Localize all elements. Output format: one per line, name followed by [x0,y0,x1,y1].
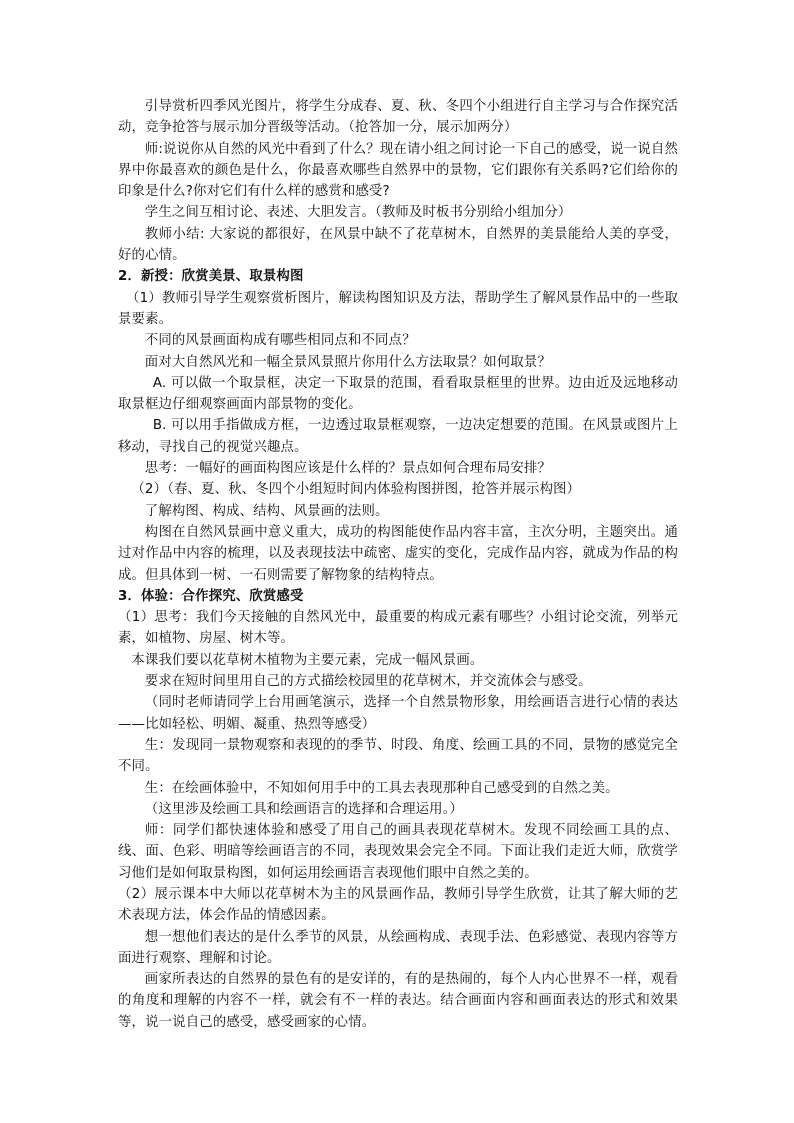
paragraph-painter-expression: 画家所表达的自然界的景色有的是安详的，有的是热闹的，每个人内心世界不一样，观看的角度和理解的内容不一样，就会有不一样的表达。结合画面内容和画面表达的形式和效果等，说一说自己的感受，感受画家的心情。 [118,972,678,1030]
paragraph-think-elements: （1）思考：我们今天接触的自然风光中，最重要的构成元素有哪些？小组讨论交流，列举元素，如植物、房屋、树木等。 [118,610,678,647]
paragraph-question-framing: 面对大自然风光和一幅全景风景照片你用什么方法取景？如何取景？ [144,354,552,370]
paragraph-teacher-question: 师:说说你从自然的风光中看到了什么？现在请小组之间讨论一下自己的感受，说一说自然界中你最喜欢的颜色是什么，你最喜欢哪些自然界中的景物，它们跟你有关系吗?它们给你的印象是什么?你对它们有什么样的感赏和感受? [118,141,678,200]
paragraph-show-masterpieces: （2）展示课本中大师以花草树木为主的风景画作品，教师引导学生欣赏，让其了解大师的艺术表现方法，体会作品的情感因素。 [118,886,678,924]
paragraph-requirement: 要求在短时间里用自己的方式描绘校园里的花草树木，并交流体会与感受。 [144,674,592,690]
paragraph-teacher-summary: 教师小结: 大家说的都很好，在风景中缺不了花草树木，自然界的美景能给人美的享受，好的心情。 [118,226,678,264]
paragraph-step-2: （2）（春、夏、秋、冬四个小组短时间内体验构图拼图，抢答并展示构图） [131,482,581,498]
paragraph-lesson-goal: 本课我们要以花草树木植物为主要元素，完成一幅风景画。 [131,652,484,668]
paragraph-think-composition: 思考：一幅好的画面构图应该是什么样的？景点如何合理布局安排？ [144,461,552,477]
paragraph-guide: 引导赏析四季风光图片，将学生分成春、夏、秋、冬四个小组进行自主学习与合作探究活动，竞争抢答与展示加分晋级等活动。（抢答加一分，展示加两分） [118,99,678,136]
paragraph-option-a: A. 可以做一个取景框，决定一下取景的范围，看看取景框里的世界。边由近及远地移动取景框边仔细观察画面内部景物的变化。 [118,375,678,413]
paragraph-student-discussion: 学生之间互相讨论、表述、大胆发言。（教师及时板书分别给小组加分） [144,205,572,221]
section-heading-new-lesson: 2．新授：欣赏美景、取景构图 [118,269,304,285]
paragraph-student-difficulty: 生：在绘画体验中，不知如何用手中的工具去表现那种自己感受到的自然之美。 [144,780,619,796]
paragraph-student-observation: 生：发现同一景物观察和表现的的季节、时段、角度、绘画工具的不同，景物的感觉完全不同。 [118,737,678,775]
paragraph-option-b: B. 可以用手指做成方框，一边透过取景框观察，一边决定想要的范围。在风景或图片上移动，寻找自己的视觉兴趣点。 [118,418,678,455]
paragraph-step-1: （1）教师引导学生观察赏析图片，解读构图知识及方法，帮助学生了解风景作品中的一些取景要素。 [118,290,678,327]
paragraph-teacher-masters: 师：同学们都快速体验和感受了用自己的画具表现花草树木。发现不同绘画工具的点、线、面、色彩、明暗等绘画语言的不同，表现效果会完全不同。下面让我们走近大师，欣赏学习他们是如何取景构图，如何运用绘画语言表现他们眼中自然之美的。 [118,823,678,881]
document-page [118,96,678,1033]
paragraph-think-season: 想一想他们表达的是什么季节的风景，从绘画构成、表现手法、色彩感觉、表现内容等方面进行观察、理解和讨论。 [118,929,678,966]
paragraph-question-similarities: 不同的风景画面构成有哪些相同点和不同点？ [144,333,416,349]
paragraph-tools-language: （这里涉及绘画工具和绘画语言的选择和合理运用。） [144,801,464,817]
paragraph-composition-meaning: 构图在自然风景画中意义重大，成功的构图能使作品内容丰富，主次分明，主题突出。通过对作品中内容的梳理，以及表现技法中疏密、虚实的变化，完成作品内容，就成为作品的构成。但具体到一树、一石则需要了解物象的结构特点。 [118,524,678,583]
paragraph-understand-rules: 了解构图、构成、结构、风景画的法则。 [144,503,389,519]
paragraph-demonstration: （同时老师请同学上台用画笔演示，选择一个自然景物形象，用绘画语言进行心情的表达——比如轻松、明媚、凝重、热烈等感受） [118,695,678,732]
section-heading-experience: 3．体验：合作探究、欣赏感受 [118,588,304,604]
